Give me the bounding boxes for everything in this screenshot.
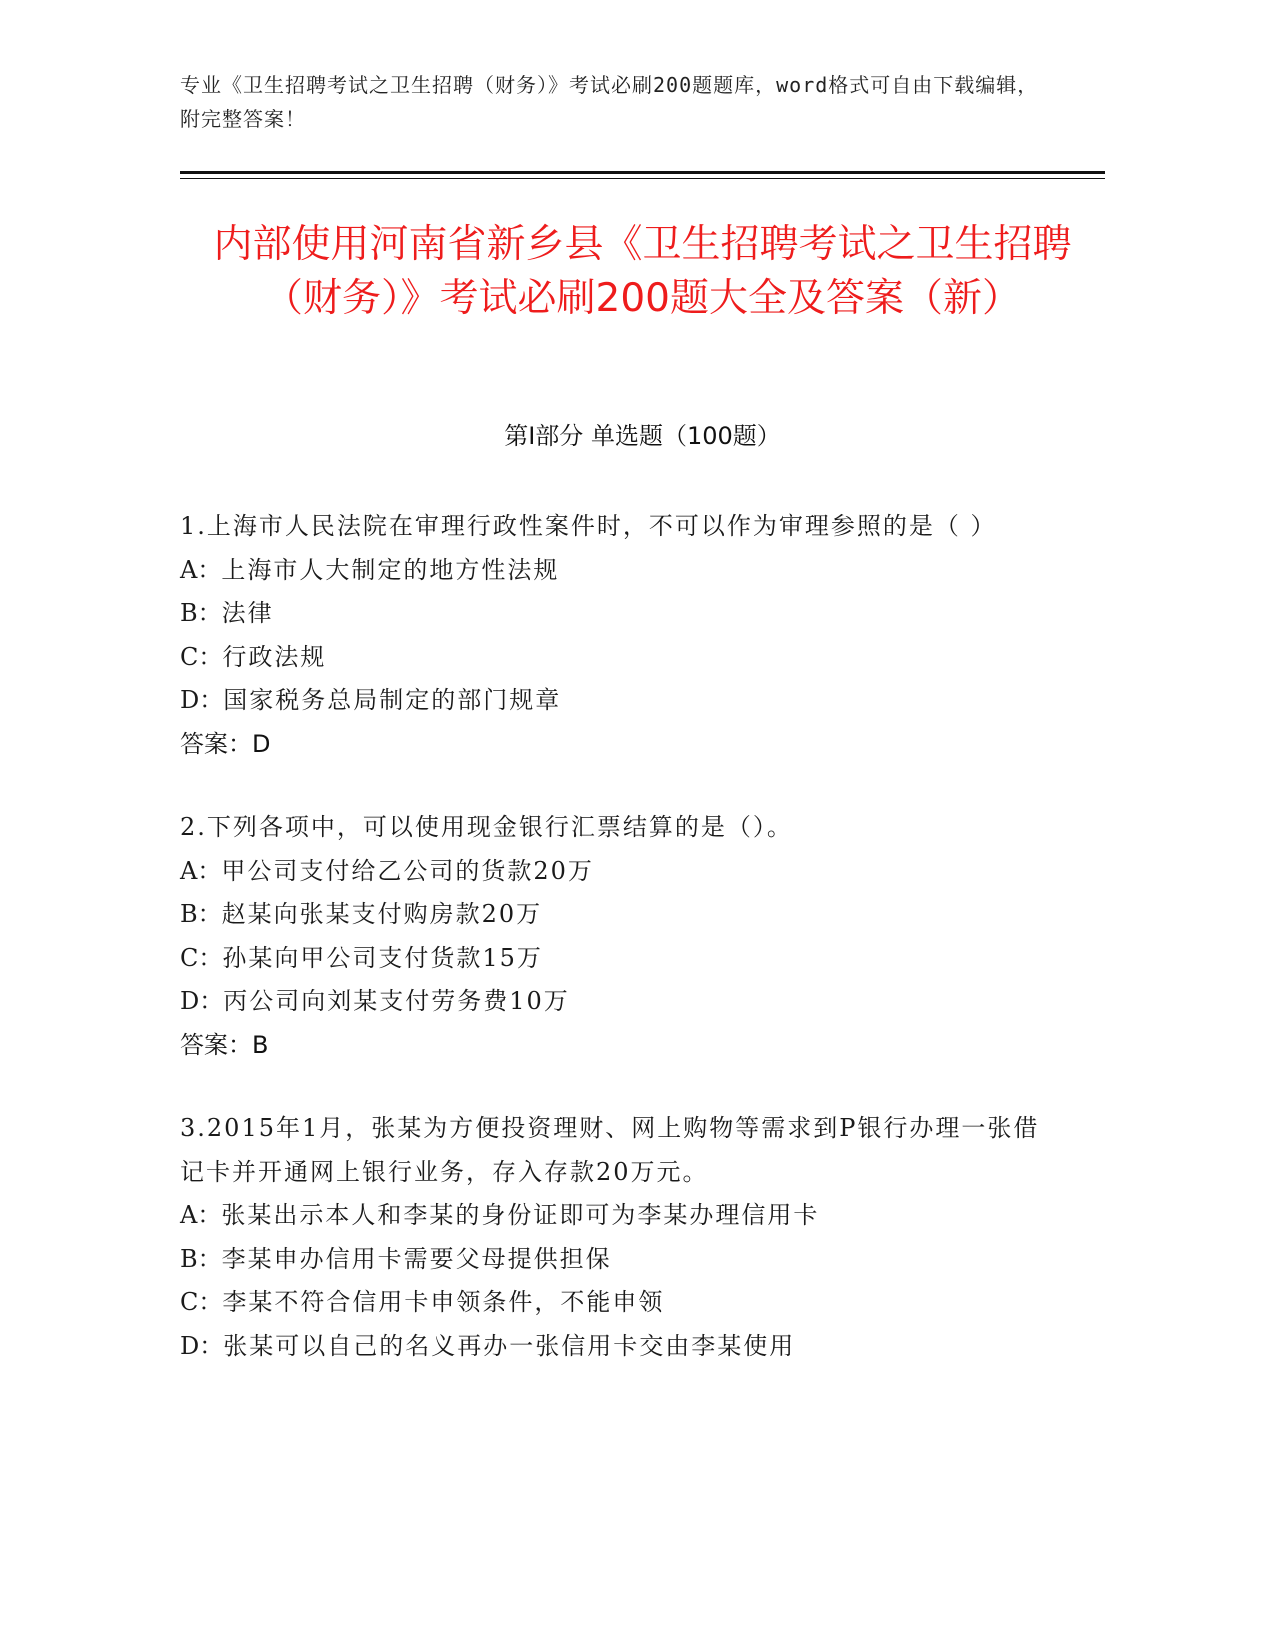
answer-line: 答案：B: [180, 1030, 269, 1059]
question-stem: 2.下列各项中，可以使用现金银行汇票结算的是（）。: [180, 813, 793, 841]
option-text: 李某不符合信用卡申领条件，不能申领: [222, 1288, 665, 1316]
option-c: [180, 1281, 1040, 1325]
option-key: D：: [180, 987, 224, 1015]
option-text: 李某申办信用卡需要父母提供担保: [221, 1244, 612, 1273]
option-text: 上海市人大制定的地方性法规: [221, 555, 560, 584]
option-key: B：: [180, 1244, 222, 1273]
option-key: A：: [180, 856, 222, 885]
option-b: [180, 893, 1040, 937]
option-text: 甲公司支付给乙公司的货款20万: [221, 856, 594, 885]
question-1: [180, 505, 1040, 766]
option-d: [180, 980, 1040, 1024]
option-key: B：: [180, 900, 222, 928]
option-a: [180, 850, 1040, 894]
option-text: 法律: [221, 599, 274, 627]
option-key: C：: [180, 1288, 223, 1316]
header-rule-thick: [180, 171, 1105, 174]
option-c: [180, 636, 1040, 680]
document-title: 内部使用河南省新乡县《卫生招聘考试之卫生招聘（财务）》考试必刷200题大全及答案（新）: [213, 222, 1072, 321]
answer-line: 答案：D: [180, 729, 271, 758]
section-heading: 第Ⅰ部分 单选题（100题）: [504, 422, 781, 450]
option-text: 行政法规: [222, 642, 327, 671]
option-text: 国家税务总局制定的部门规章: [223, 686, 562, 714]
option-b: [180, 592, 1040, 636]
option-c: [180, 937, 1040, 981]
option-key: A：: [180, 1201, 222, 1229]
option-a: [180, 1194, 1040, 1238]
header-note: 专业《卫生招聘考试之卫生招聘（财务）》考试必刷200题题库，word格式可自由下载编辑，附完整答案！: [180, 73, 1039, 131]
question-stem: 1.上海市人民法院在审理行政性案件时，不可以作为审理参照的是（ ）: [180, 512, 997, 540]
header-rule-thin: [180, 178, 1105, 179]
option-key: B：: [180, 599, 222, 627]
option-text: 张某出示本人和李某的身份证即可为李某办理信用卡: [221, 1201, 820, 1229]
option-text: 孙某向甲公司支付货款15万: [222, 943, 543, 972]
question-3: [180, 1107, 1040, 1368]
option-key: D：: [180, 1331, 224, 1360]
option-key: A：: [180, 555, 222, 584]
option-d: [180, 1325, 1040, 1369]
option-d: [180, 679, 1040, 723]
document-header: [180, 68, 1110, 136]
option-key: C：: [180, 943, 223, 972]
option-b: [180, 1238, 1040, 1282]
option-text: 赵某向张某支付购房款20万: [221, 900, 543, 928]
question-2: [180, 806, 1040, 1067]
option-text: 丙公司向刘某支付劳务费10万: [223, 987, 570, 1015]
question-stem: 3.2015年1月，张某为方便投资理财、网上购物等需求到P银行办理一张借记卡并开通网上银行业务，存入存款20万元。: [180, 1114, 1040, 1186]
option-key: D：: [180, 686, 224, 714]
option-key: C：: [180, 642, 223, 671]
option-text: 张某可以自己的名义再办一张信用卡交由李某使用: [223, 1331, 796, 1360]
question-list: [180, 505, 1040, 1408]
option-a: [180, 549, 1040, 593]
